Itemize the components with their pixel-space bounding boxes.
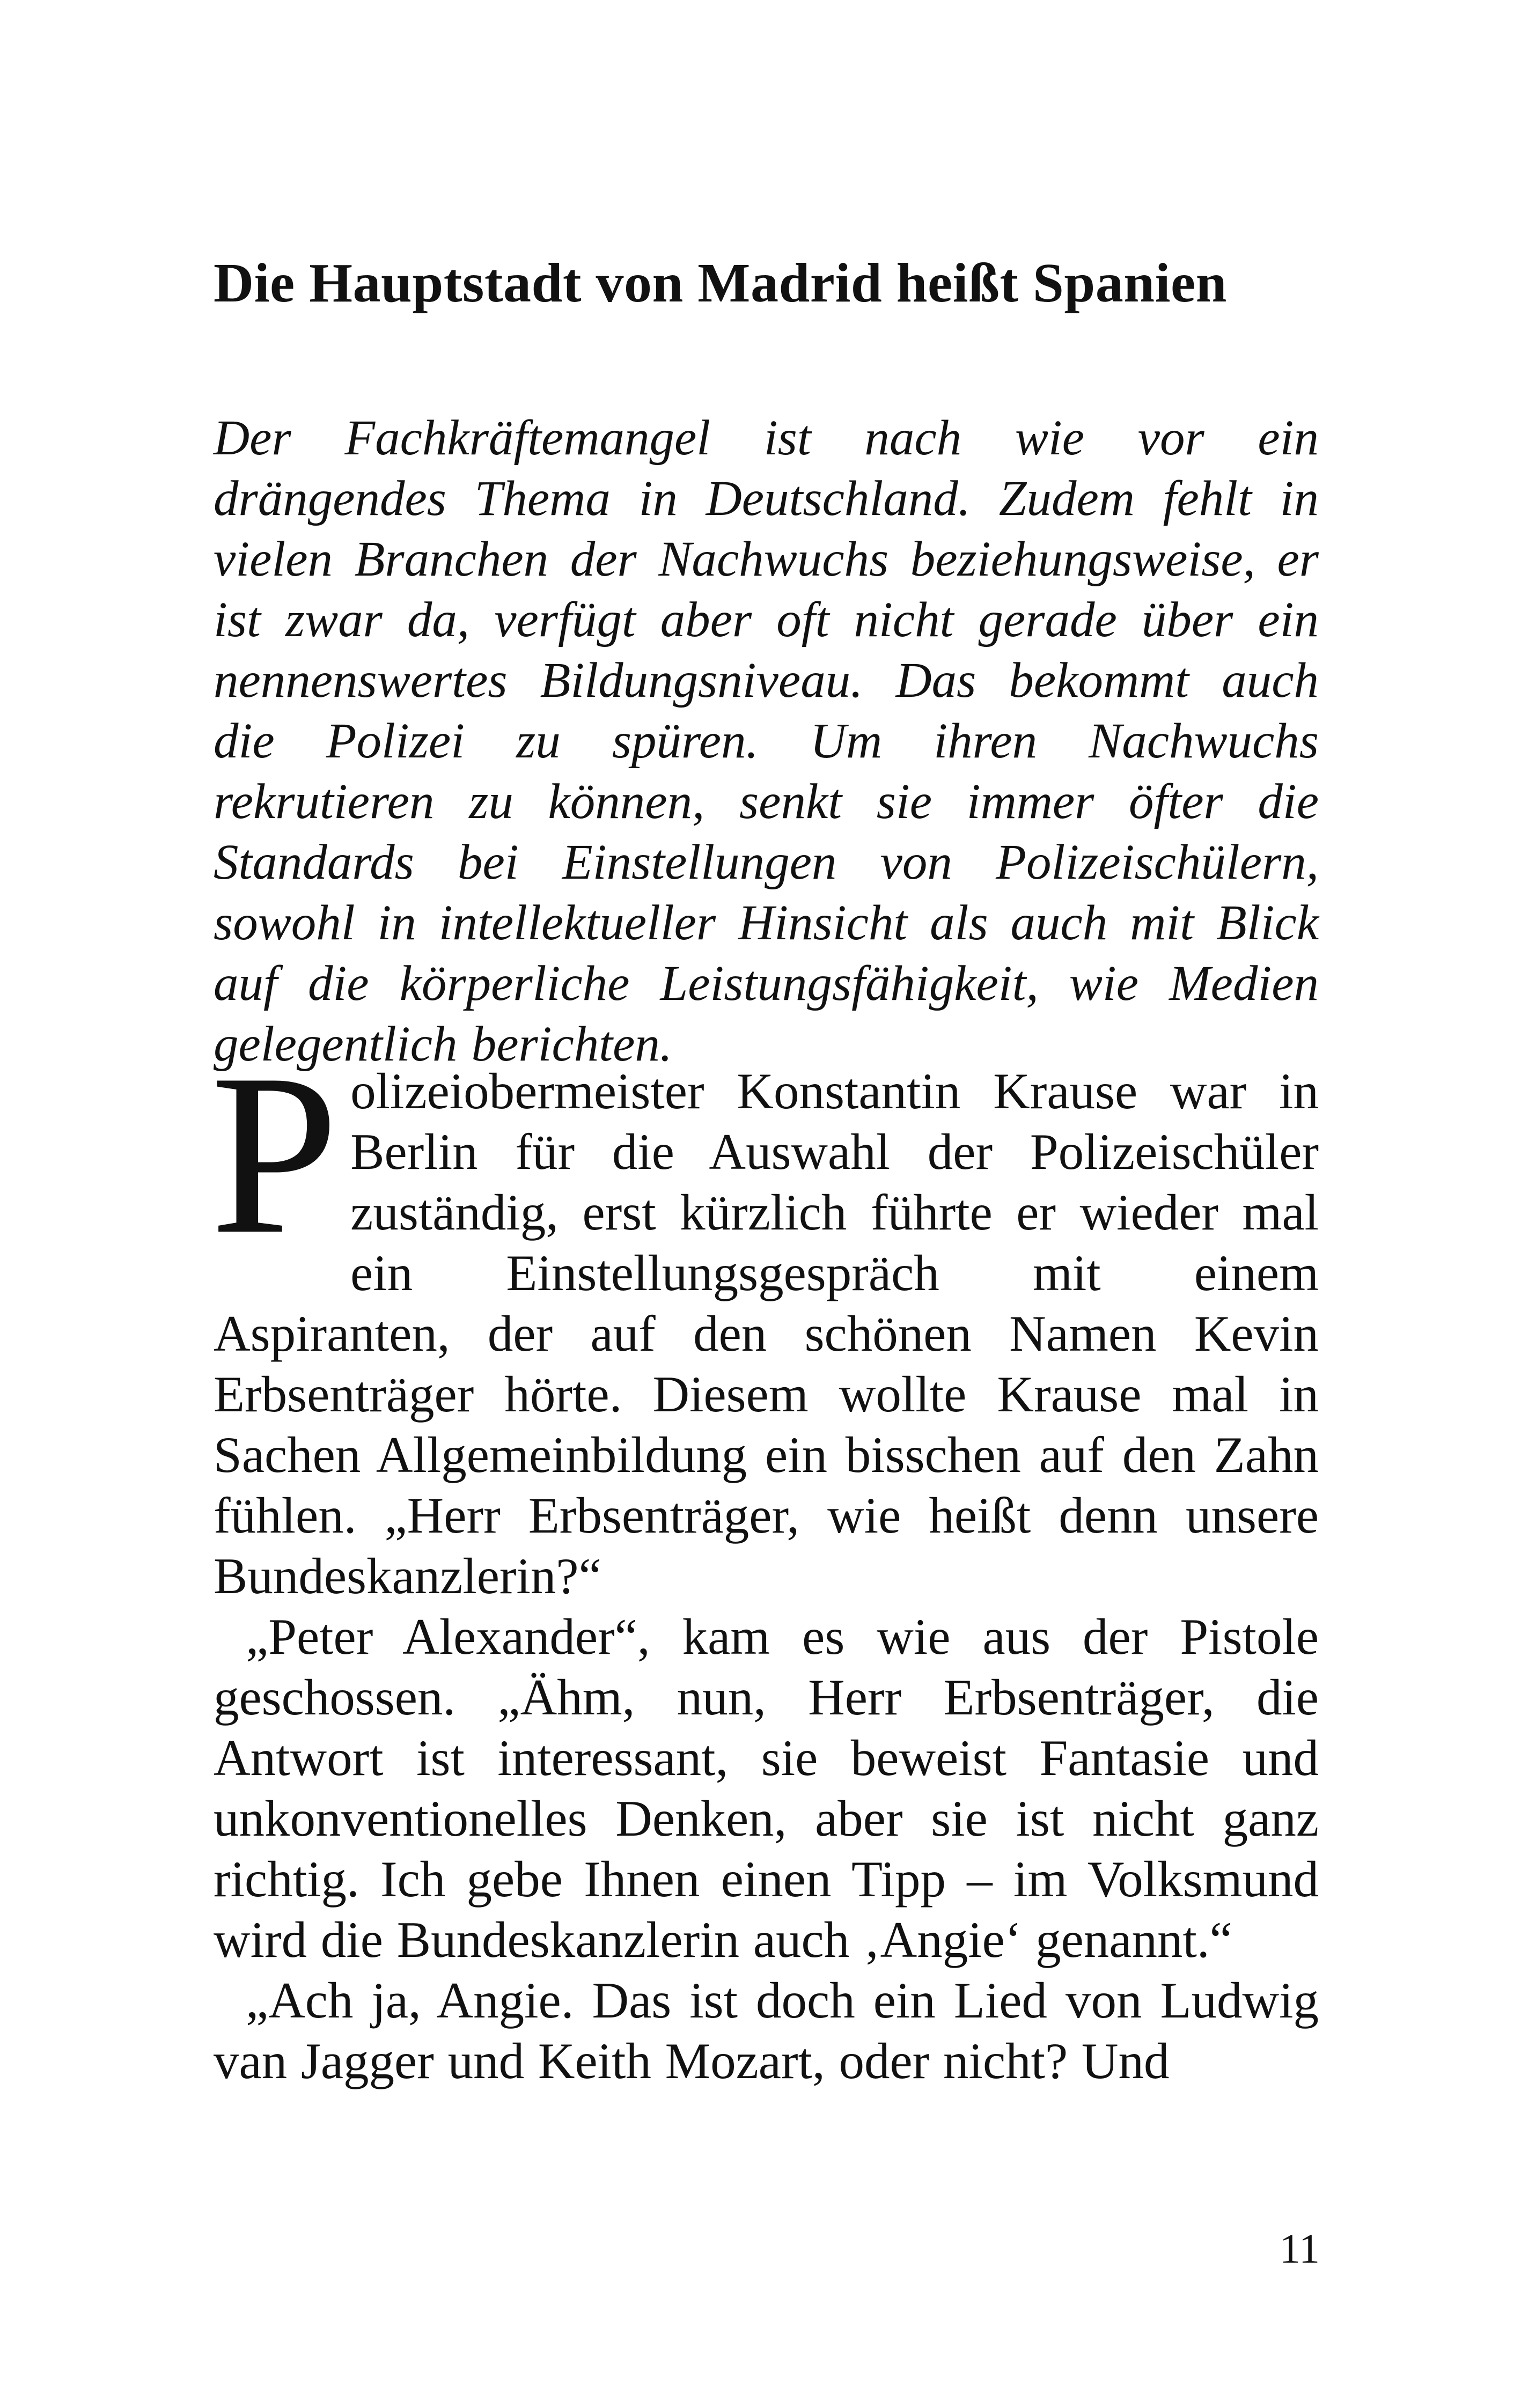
body-paragraph-1-text: olizeiobermeister Konstantin Krause war in Berlin für die Auswahl der Polizeischüler zuständig, erst kürzlich führte er wieder mal ein Einstellungsgespräch mit einem Aspiranten, der auf den schönen Namen Kevin Erbsenträger hörte. Diesem wollte Krause mal in Sachen Allgemeinbildung ein bisschen auf den Zahn fühlen. „Herr Erbsenträger, wie heißt denn unsere Bundeskanzlerin?“ [214,1063,1319,1604]
chapter-title: Die Hauptstadt von Madrid heißt Spanien [214,252,1227,314]
body-paragraph-2: „Peter Alexander“, kam es wie aus der Pistole geschossen. „Ähm, nun, Herr Erbsenträger, die Antwort ist interessant, sie beweist Fantasie und unkonventionelles Denken, aber sie ist nicht ganz richtig. Ich gebe Ihnen einen Tipp – im Volksmund wird die Bundeskanzlerin auch ‚Angie‘ genannt.“ [214,1608,1319,1968]
intro-paragraph: Der Fachkräftemangel ist nach wie vor ein drängendes Thema in Deutschland. Zudem fehlt in vielen Branchen der Nachwuchs beziehungsweise, er ist zwar da, verfügt aber oft nicht gerade über ein nennenswertes Bildungsniveau. Das bekommt auch die Polizei zu spüren. Um ihren Nachwuchs rekrutieren zu können, senkt sie immer öfter die Standards bei Einstellungen von Polizeischülern, sowohl in intellektueller Hinsicht als auch mit Blick auf die körperliche Leistungsfähigkeit, wie Medien gelegentlich berichten. [214,410,1319,1072]
body-paragraph-3: „Ach ja, Angie. Das ist doch ein Lied von Ludwig van Jagger und Keith Mozart, oder nicht? Und [214,1972,1319,2089]
body-paragraph-1 [214,1061,1319,1607]
body-text [210,1027,1319,2092]
page-number: 11 [1279,2225,1320,2272]
drop-cap: P [210,1027,339,1282]
